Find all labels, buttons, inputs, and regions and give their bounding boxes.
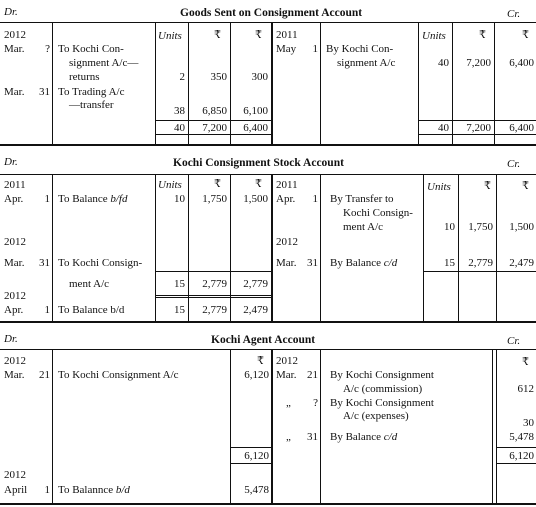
rule — [320, 174, 321, 322]
entry-year: 2012 — [4, 355, 26, 367]
balance-suffix: b/fd — [110, 193, 128, 205]
entry-day: 21 — [307, 369, 318, 381]
rupee-header: ₹ — [214, 178, 221, 190]
entry-day: 31 — [307, 431, 318, 443]
entry-day: ? — [45, 43, 50, 55]
account-title: Kochi Agent Account — [211, 334, 316, 346]
entry-month: Apr. — [276, 193, 296, 205]
rupee-header: ₹ — [214, 29, 221, 41]
entry-month: May — [276, 43, 297, 55]
rule — [271, 174, 273, 322]
entry-year: 2012 — [4, 469, 26, 481]
amount-value: 612 — [517, 383, 534, 395]
account-title: Kochi Consignment Stock Account — [173, 157, 344, 169]
rate-value: 2,779 — [468, 257, 493, 269]
rupee-header: ₹ — [255, 29, 262, 41]
particulars-text: By Balance — [330, 431, 382, 443]
rate-value: 1,750 — [202, 193, 227, 205]
total-rule — [155, 120, 271, 121]
ditto-mark: „ — [286, 431, 291, 443]
cr-label: Cr. — [507, 158, 521, 170]
particulars — [330, 431, 397, 443]
units-header: Units — [158, 30, 182, 42]
rule — [52, 349, 53, 504]
rule — [271, 349, 273, 504]
rate-value: 6,850 — [202, 105, 227, 117]
amount-value: 2,479 — [509, 257, 534, 269]
particulars-line: By Kochi Con- — [326, 43, 394, 55]
particulars — [58, 484, 130, 496]
total-rule — [418, 120, 536, 121]
units-value: 15 — [444, 257, 455, 269]
particulars-line: A/c (commission) — [343, 383, 423, 395]
amount-value: 6,400 — [509, 57, 534, 69]
consignment-stock-account — [0, 150, 536, 325]
rule — [496, 174, 497, 322]
amount-value: 5,478 — [509, 431, 534, 443]
total-rule — [496, 447, 536, 448]
units-header: Units — [422, 30, 446, 42]
entry-day: ? — [313, 397, 318, 409]
entry-day: 1 — [44, 484, 50, 496]
amount-value: 1,500 — [243, 193, 268, 205]
particulars — [58, 193, 128, 205]
total-rule — [496, 463, 536, 464]
particulars-line: signment A/c — [337, 57, 396, 69]
rupee-header: ₹ — [522, 29, 529, 41]
dr-label: Dr. — [4, 156, 18, 168]
account-title: Goods Sent on Consignment Account — [180, 7, 363, 19]
total-amount: 6,400 — [243, 122, 268, 134]
goods-sent-account — [0, 0, 536, 150]
entry-year: 2011 — [276, 179, 298, 191]
amount-value: 300 — [251, 71, 268, 83]
amount-value: 30 — [523, 417, 534, 429]
rupee-header: ₹ — [484, 180, 491, 192]
rule — [0, 174, 536, 175]
particulars-line: To Kochi Con- — [58, 43, 124, 55]
particulars-line: To Trading A/c — [58, 86, 125, 98]
rule — [52, 22, 53, 144]
entry-day: 1 — [44, 193, 50, 205]
rupee-header: ₹ — [522, 180, 529, 192]
cr-label: Cr. — [507, 335, 521, 347]
total-rule — [230, 463, 271, 464]
units-header: Units — [158, 179, 182, 191]
rule — [320, 22, 321, 144]
total-rule — [155, 134, 271, 135]
dr-label: Dr. — [4, 333, 18, 345]
amount-value: 6,100 — [243, 105, 268, 117]
entry-day: 31 — [307, 257, 318, 269]
entry-month: Mar. — [4, 369, 25, 381]
entry-day: 1 — [44, 304, 50, 316]
total-amount: 6,120 — [509, 450, 534, 462]
amount-value: 1,500 — [509, 221, 534, 233]
units-value: 10 — [444, 221, 455, 233]
rule — [0, 22, 536, 23]
ditto-mark: „ — [286, 397, 291, 409]
entry-year: 2011 — [276, 29, 298, 41]
total-rule — [230, 447, 271, 448]
entry-month: Mar. — [4, 43, 25, 55]
entry-year: 2012 — [4, 236, 26, 248]
rule — [492, 349, 493, 504]
rule — [0, 503, 536, 505]
balance-suffix: c/d — [383, 431, 398, 443]
entry-year: 2011 — [4, 179, 26, 191]
entry-day: 31 — [39, 86, 50, 98]
rule — [423, 174, 424, 322]
particulars-line: returns — [69, 71, 100, 83]
particulars-line: By Transfer to — [330, 193, 394, 205]
particulars-line: By Kochi Consignment — [330, 397, 434, 409]
entry-year: 2012 — [4, 290, 26, 302]
entry-month: Mar. — [4, 257, 25, 269]
total-rule — [155, 297, 271, 298]
particulars-line: —transfer — [69, 99, 114, 111]
balance-suffix: c/d — [383, 257, 398, 269]
entry-year: 2012 — [4, 29, 26, 41]
entry-month: Apr. — [4, 304, 24, 316]
cr-label: Cr. — [507, 8, 521, 20]
rupee-header: ₹ — [257, 355, 264, 367]
entry-day: 31 — [39, 257, 50, 269]
total-rate: 7,200 — [202, 122, 227, 134]
amount-value: 6,120 — [244, 369, 269, 381]
rate-value: 2,779 — [202, 304, 227, 316]
rupee-header: ₹ — [479, 29, 486, 41]
entry-month: Mar. — [276, 369, 297, 381]
dr-label: Dr. — [4, 6, 18, 18]
entry-month: Mar. — [4, 86, 25, 98]
total-amount: 6,120 — [244, 450, 269, 462]
total-rule — [155, 295, 271, 296]
rate-value: 350 — [210, 71, 227, 83]
particulars-line: signment A/c— — [69, 57, 139, 69]
rule — [458, 174, 459, 322]
particulars-text: To Balance — [58, 193, 108, 205]
entry-year: 2012 — [276, 236, 298, 248]
entry-day: 1 — [312, 193, 318, 205]
particulars-line: ment A/c — [69, 278, 110, 290]
units-value: 15 — [174, 278, 185, 290]
total-rate: 7,200 — [466, 122, 491, 134]
units-value: 15 — [174, 304, 185, 316]
rate-value: 2,779 — [202, 278, 227, 290]
entry-year: 2012 — [276, 355, 298, 367]
units-header: Units — [427, 181, 451, 193]
particulars: To Kochi Consignment A/c — [58, 369, 179, 381]
particulars-line: By Kochi Consignment — [330, 369, 434, 381]
particulars-line: A/c (expenses) — [343, 410, 409, 422]
particulars-text: By Balance — [330, 257, 382, 269]
rate-value: 7,200 — [466, 57, 491, 69]
rupee-header: ₹ — [522, 356, 529, 368]
total-amount: 6,400 — [509, 122, 534, 134]
particulars-text: To Balannce — [58, 484, 114, 496]
entry-day: 21 — [39, 369, 50, 381]
total-rule — [423, 271, 536, 272]
rule — [0, 321, 536, 323]
units-value: 38 — [174, 105, 185, 117]
rule — [320, 349, 321, 504]
units-value: 10 — [174, 193, 185, 205]
agent-account — [0, 329, 536, 507]
amount-value: 2,479 — [243, 304, 268, 316]
total-units: 40 — [174, 122, 185, 134]
entry-month: April — [4, 484, 28, 496]
balance-suffix: b/d — [115, 484, 130, 496]
amount-value: 5,478 — [244, 484, 269, 496]
particulars — [330, 257, 397, 269]
particulars-line: ment A/c — [343, 221, 384, 233]
entry-day: 1 — [312, 43, 318, 55]
rule — [0, 349, 536, 350]
rule — [0, 144, 536, 146]
rate-value: 1,750 — [468, 221, 493, 233]
particulars: To Balance b/d — [58, 304, 125, 316]
total-units: 40 — [438, 122, 449, 134]
particulars-line: Kochi Consign- — [343, 207, 413, 219]
total-rule — [155, 271, 271, 272]
particulars-line: To Kochi Consign- — [58, 257, 143, 269]
units-value: 40 — [438, 57, 449, 69]
entry-month: Apr. — [4, 193, 24, 205]
amount-value: 2,779 — [243, 278, 268, 290]
rupee-header: ₹ — [255, 178, 262, 190]
entry-month: Mar. — [276, 257, 297, 269]
rule — [52, 174, 53, 322]
rule — [271, 22, 273, 144]
total-rule — [418, 134, 536, 135]
units-value: 2 — [179, 71, 185, 83]
